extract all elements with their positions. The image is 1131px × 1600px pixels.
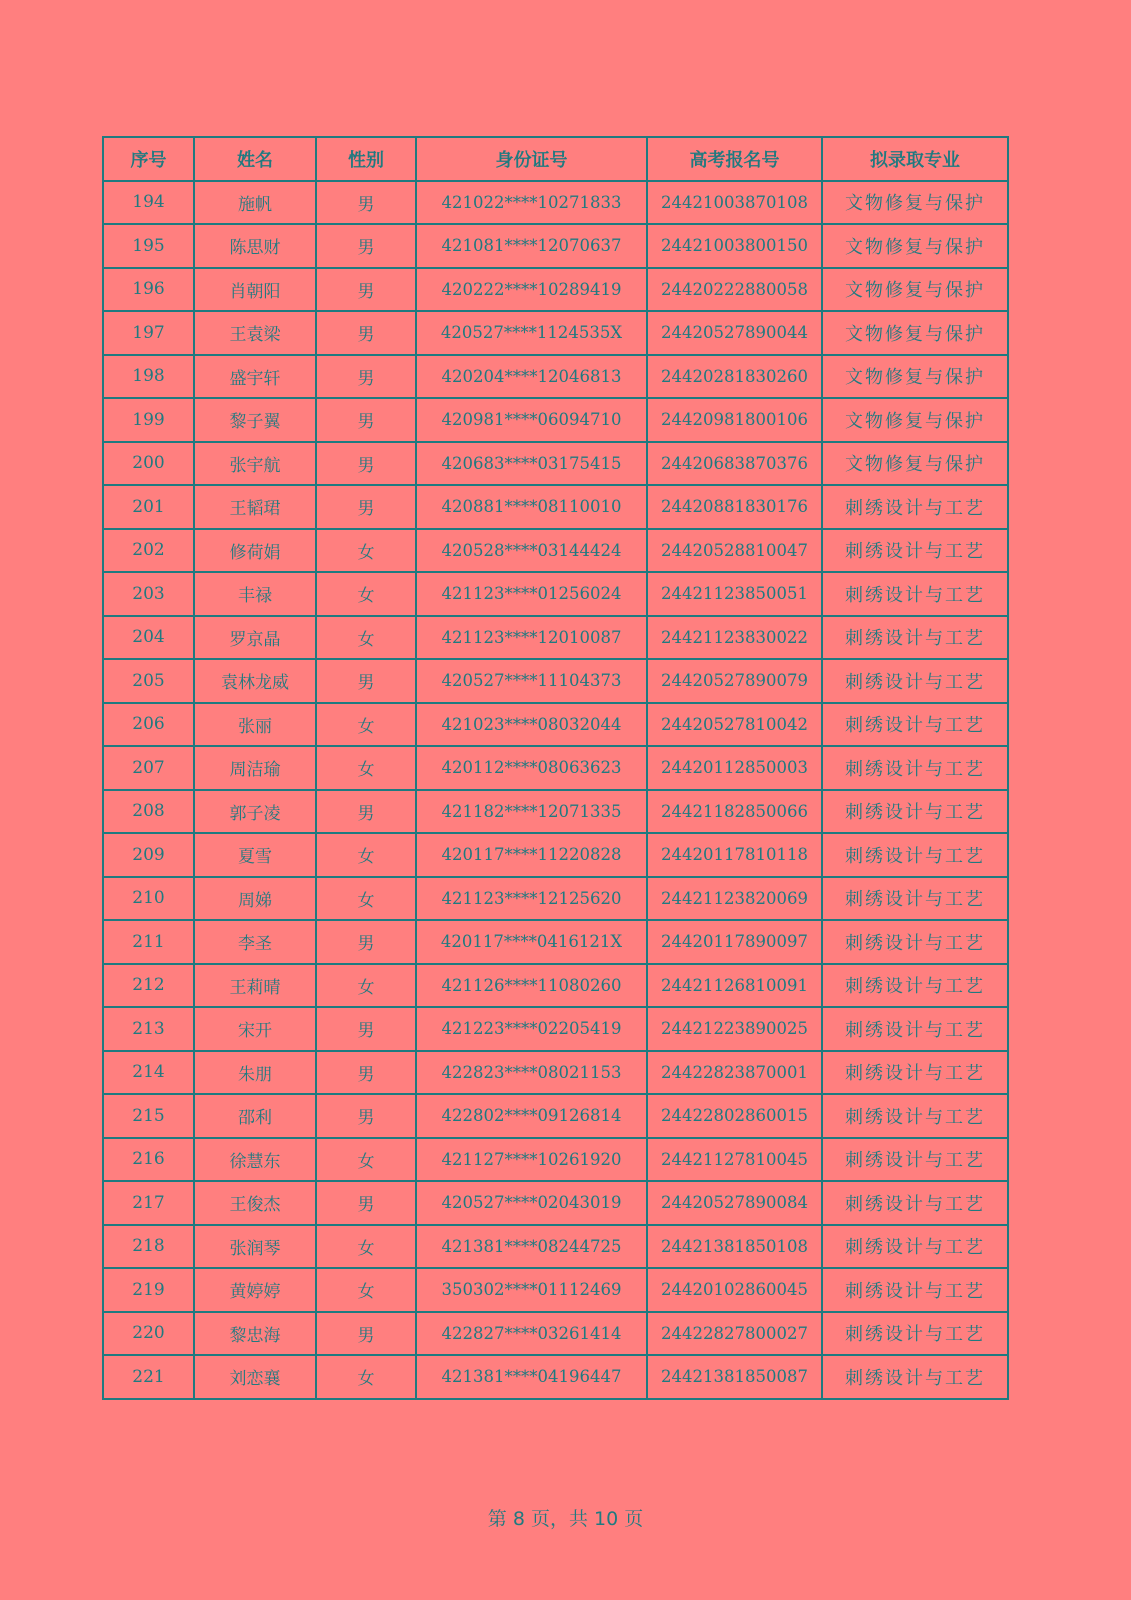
gender-cell: 女: [316, 703, 416, 747]
table-row: [103, 964, 1008, 1008]
major-cell: 刺绣设计与工艺: [822, 1138, 1008, 1182]
seq-cell: 199: [103, 398, 194, 442]
gender-cell: 男: [316, 920, 416, 964]
reg-cell: 24420222880058: [647, 268, 822, 312]
seq-cell: 214: [103, 1051, 194, 1095]
reg-cell: 24421123820069: [647, 877, 822, 921]
gender-cell: 女: [316, 529, 416, 573]
major-cell: 刺绣设计与工艺: [822, 833, 1008, 877]
reg-cell: 24422827800027: [647, 1312, 822, 1356]
major-cell: 文物修复与保护: [822, 442, 1008, 486]
gender-cell: 男: [316, 790, 416, 834]
admission-table: [102, 136, 1009, 1400]
major-cell: 刺绣设计与工艺: [822, 1094, 1008, 1138]
table-row: [103, 1312, 1008, 1356]
reg-cell: 24420117890097: [647, 920, 822, 964]
id-cell: 420683****03175415: [416, 442, 647, 486]
id-cell: 420117****0416121X: [416, 920, 647, 964]
table-row: [103, 790, 1008, 834]
header-exam-reg-number: 高考报名号: [647, 137, 822, 181]
header-seq: 序号: [103, 137, 194, 181]
id-cell: 420117****11220828: [416, 833, 647, 877]
major-cell: 刺绣设计与工艺: [822, 529, 1008, 573]
seq-cell: 204: [103, 616, 194, 660]
seq-cell: 201: [103, 485, 194, 529]
major-cell: 刺绣设计与工艺: [822, 572, 1008, 616]
reg-cell: 24420528810047: [647, 529, 822, 573]
reg-cell: 24420527810042: [647, 703, 822, 747]
header-id-number: 身份证号: [416, 137, 647, 181]
reg-cell: 24421003800150: [647, 224, 822, 268]
reg-cell: 24420117810118: [647, 833, 822, 877]
name-cell: 宋开: [194, 1007, 316, 1051]
reg-cell: 24421003870108: [647, 181, 822, 225]
seq-cell: 220: [103, 1312, 194, 1356]
table-row: [103, 703, 1008, 747]
reg-cell: 24420527890084: [647, 1181, 822, 1225]
gender-cell: 男: [316, 659, 416, 703]
name-cell: 盛宇轩: [194, 355, 316, 399]
seq-cell: 215: [103, 1094, 194, 1138]
name-cell: 周洁瑜: [194, 746, 316, 790]
major-cell: 文物修复与保护: [822, 181, 1008, 225]
id-cell: 350302****01112469: [416, 1268, 647, 1312]
seq-cell: 211: [103, 920, 194, 964]
major-cell: 文物修复与保护: [822, 398, 1008, 442]
id-cell: 422823****08021153: [416, 1051, 647, 1095]
seq-cell: 197: [103, 311, 194, 355]
gender-cell: 男: [316, 1312, 416, 1356]
id-cell: 420528****03144424: [416, 529, 647, 573]
table-row: [103, 311, 1008, 355]
name-cell: 张宇航: [194, 442, 316, 486]
name-cell: 王韬珺: [194, 485, 316, 529]
name-cell: 罗京晶: [194, 616, 316, 660]
major-cell: 刺绣设计与工艺: [822, 1355, 1008, 1399]
name-cell: 李圣: [194, 920, 316, 964]
table-row: [103, 746, 1008, 790]
name-cell: 张润琴: [194, 1225, 316, 1269]
id-cell: 421126****11080260: [416, 964, 647, 1008]
table-row: [103, 181, 1008, 225]
table-row: [103, 1181, 1008, 1225]
id-cell: 420222****10289419: [416, 268, 647, 312]
table-row: [103, 1225, 1008, 1269]
table-row: [103, 1007, 1008, 1051]
id-cell: 421381****08244725: [416, 1225, 647, 1269]
reg-cell: 24420881830176: [647, 485, 822, 529]
major-cell: 刺绣设计与工艺: [822, 616, 1008, 660]
table-row: [103, 355, 1008, 399]
table-header-row: [103, 137, 1008, 181]
reg-cell: 24421127810045: [647, 1138, 822, 1182]
reg-cell: 24421123850051: [647, 572, 822, 616]
seq-cell: 196: [103, 268, 194, 312]
name-cell: 修荷娟: [194, 529, 316, 573]
seq-cell: 217: [103, 1181, 194, 1225]
seq-cell: 219: [103, 1268, 194, 1312]
seq-cell: 194: [103, 181, 194, 225]
reg-cell: 24421223890025: [647, 1007, 822, 1051]
gender-cell: 女: [316, 572, 416, 616]
name-cell: 夏雪: [194, 833, 316, 877]
id-cell: 421023****08032044: [416, 703, 647, 747]
seq-cell: 207: [103, 746, 194, 790]
major-cell: 刺绣设计与工艺: [822, 1181, 1008, 1225]
name-cell: 陈思财: [194, 224, 316, 268]
gender-cell: 女: [316, 1225, 416, 1269]
table-row: [103, 920, 1008, 964]
seq-cell: 209: [103, 833, 194, 877]
id-cell: 421081****12070637: [416, 224, 647, 268]
major-cell: 刺绣设计与工艺: [822, 1312, 1008, 1356]
gender-cell: 男: [316, 485, 416, 529]
id-cell: 421022****10271833: [416, 181, 647, 225]
reg-cell: 24421381850087: [647, 1355, 822, 1399]
seq-cell: 213: [103, 1007, 194, 1051]
table-row: [103, 485, 1008, 529]
gender-cell: 女: [316, 1355, 416, 1399]
id-cell: 421127****10261920: [416, 1138, 647, 1182]
major-cell: 刺绣设计与工艺: [822, 659, 1008, 703]
name-cell: 丰禄: [194, 572, 316, 616]
gender-cell: 男: [316, 268, 416, 312]
id-cell: 420527****11104373: [416, 659, 647, 703]
name-cell: 黎子翼: [194, 398, 316, 442]
name-cell: 王袁梁: [194, 311, 316, 355]
gender-cell: 女: [316, 833, 416, 877]
id-cell: 420981****06094710: [416, 398, 647, 442]
seq-cell: 206: [103, 703, 194, 747]
id-cell: 420881****08110010: [416, 485, 647, 529]
name-cell: 施帆: [194, 181, 316, 225]
id-cell: 421381****04196447: [416, 1355, 647, 1399]
id-cell: 421123****01256024: [416, 572, 647, 616]
reg-cell: 24421381850108: [647, 1225, 822, 1269]
page-number: 第 8 页，共 10 页: [487, 1508, 644, 1530]
table-row: [103, 659, 1008, 703]
table-row: [103, 1051, 1008, 1095]
name-cell: 徐慧东: [194, 1138, 316, 1182]
table-row: [103, 1268, 1008, 1312]
major-cell: 刺绣设计与工艺: [822, 877, 1008, 921]
gender-cell: 女: [316, 1268, 416, 1312]
table-row: [103, 616, 1008, 660]
gender-cell: 男: [316, 1007, 416, 1051]
seq-cell: 210: [103, 877, 194, 921]
seq-cell: 205: [103, 659, 194, 703]
header-major: 拟录取专业: [822, 137, 1008, 181]
gender-cell: 男: [316, 1094, 416, 1138]
id-cell: 420527****1124535X: [416, 311, 647, 355]
table-row: [103, 398, 1008, 442]
gender-cell: 男: [316, 442, 416, 486]
header-gender: 性别: [316, 137, 416, 181]
major-cell: 刺绣设计与工艺: [822, 1051, 1008, 1095]
id-cell: 420112****08063623: [416, 746, 647, 790]
name-cell: 郭子凌: [194, 790, 316, 834]
id-cell: 421123****12125620: [416, 877, 647, 921]
table-row: [103, 877, 1008, 921]
major-cell: 刺绣设计与工艺: [822, 964, 1008, 1008]
table-row: [103, 572, 1008, 616]
table-row: [103, 268, 1008, 312]
name-cell: 袁林龙威: [194, 659, 316, 703]
table-row: [103, 442, 1008, 486]
reg-cell: 24420281830260: [647, 355, 822, 399]
reg-cell: 24421123830022: [647, 616, 822, 660]
table-row: [103, 1094, 1008, 1138]
gender-cell: 男: [316, 311, 416, 355]
reg-cell: 24422802860015: [647, 1094, 822, 1138]
major-cell: 刺绣设计与工艺: [822, 703, 1008, 747]
id-cell: 422827****03261414: [416, 1312, 647, 1356]
name-cell: 周娣: [194, 877, 316, 921]
name-cell: 邵利: [194, 1094, 316, 1138]
seq-cell: 212: [103, 964, 194, 1008]
name-cell: 肖朝阳: [194, 268, 316, 312]
reg-cell: 24421182850066: [647, 790, 822, 834]
major-cell: 刺绣设计与工艺: [822, 1007, 1008, 1051]
header-name: 姓名: [194, 137, 316, 181]
gender-cell: 女: [316, 964, 416, 1008]
reg-cell: 24420102860045: [647, 1268, 822, 1312]
table-body: [103, 181, 1008, 1399]
reg-cell: 24420981800106: [647, 398, 822, 442]
gender-cell: 女: [316, 616, 416, 660]
seq-cell: 198: [103, 355, 194, 399]
table-row: [103, 833, 1008, 877]
table-row: [103, 529, 1008, 573]
major-cell: 刺绣设计与工艺: [822, 1225, 1008, 1269]
id-cell: 421123****12010087: [416, 616, 647, 660]
table-row: [103, 224, 1008, 268]
gender-cell: 男: [316, 181, 416, 225]
gender-cell: 女: [316, 1138, 416, 1182]
gender-cell: 男: [316, 224, 416, 268]
id-cell: 421182****12071335: [416, 790, 647, 834]
seq-cell: 216: [103, 1138, 194, 1182]
seq-cell: 202: [103, 529, 194, 573]
name-cell: 黄婷婷: [194, 1268, 316, 1312]
major-cell: 刺绣设计与工艺: [822, 920, 1008, 964]
seq-cell: 200: [103, 442, 194, 486]
name-cell: 王莉晴: [194, 964, 316, 1008]
reg-cell: 24421126810091: [647, 964, 822, 1008]
seq-cell: 218: [103, 1225, 194, 1269]
name-cell: 朱朋: [194, 1051, 316, 1095]
table-row: [103, 1355, 1008, 1399]
major-cell: 刺绣设计与工艺: [822, 746, 1008, 790]
id-cell: 421223****02205419: [416, 1007, 647, 1051]
gender-cell: 男: [316, 1051, 416, 1095]
gender-cell: 女: [316, 877, 416, 921]
major-cell: 文物修复与保护: [822, 355, 1008, 399]
major-cell: 文物修复与保护: [822, 224, 1008, 268]
gender-cell: 女: [316, 746, 416, 790]
id-cell: 422802****09126814: [416, 1094, 647, 1138]
seq-cell: 221: [103, 1355, 194, 1399]
major-cell: 刺绣设计与工艺: [822, 1268, 1008, 1312]
name-cell: 王俊杰: [194, 1181, 316, 1225]
reg-cell: 24420112850003: [647, 746, 822, 790]
name-cell: 张丽: [194, 703, 316, 747]
major-cell: 刺绣设计与工艺: [822, 485, 1008, 529]
gender-cell: 男: [316, 1181, 416, 1225]
major-cell: 文物修复与保护: [822, 268, 1008, 312]
gender-cell: 男: [316, 398, 416, 442]
major-cell: 文物修复与保护: [822, 311, 1008, 355]
name-cell: 黎忠海: [194, 1312, 316, 1356]
id-cell: 420527****02043019: [416, 1181, 647, 1225]
reg-cell: 24420527890079: [647, 659, 822, 703]
major-cell: 刺绣设计与工艺: [822, 790, 1008, 834]
seq-cell: 208: [103, 790, 194, 834]
seq-cell: 203: [103, 572, 194, 616]
seq-cell: 195: [103, 224, 194, 268]
reg-cell: 24422823870001: [647, 1051, 822, 1095]
name-cell: 刘恋襄: [194, 1355, 316, 1399]
table-row: [103, 1138, 1008, 1182]
gender-cell: 男: [316, 355, 416, 399]
id-cell: 420204****12046813: [416, 355, 647, 399]
reg-cell: 24420527890044: [647, 311, 822, 355]
reg-cell: 24420683870376: [647, 442, 822, 486]
